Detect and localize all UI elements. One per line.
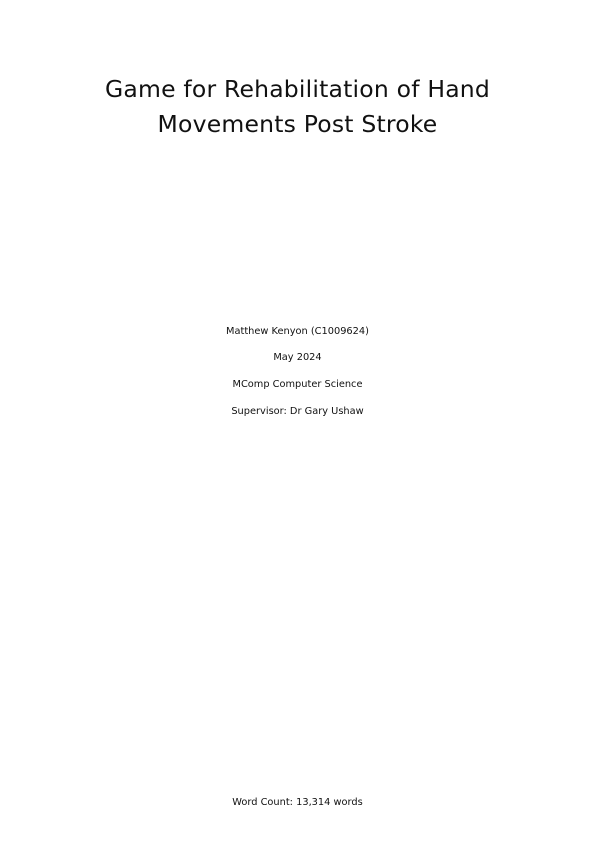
word-count: Word Count: 13,314 words: [232, 797, 363, 808]
submission-date: May 2024: [273, 352, 322, 363]
title-line-2: Movements Post Stroke: [157, 110, 438, 138]
author-name: Matthew Kenyon (C1009624): [226, 326, 369, 337]
title-line-1: Game for Rehabilitation of Hand: [104, 75, 491, 103]
course-name: MComp Computer Science: [232, 379, 363, 390]
supervisor-name: Supervisor: Dr Gary Ushaw: [231, 406, 364, 417]
